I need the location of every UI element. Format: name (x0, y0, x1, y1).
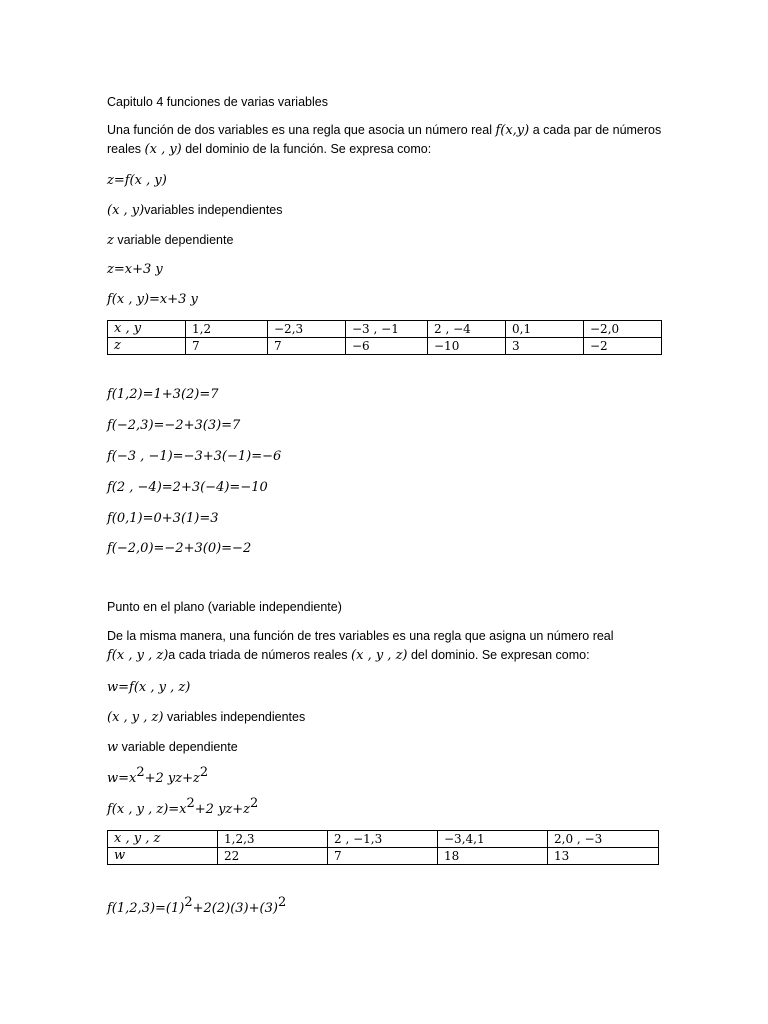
evaluation-4-math: f(2 , −4)=2+3(−4)=−10 (107, 480, 268, 495)
rule-f-3var-lhs: f(x , y , z)=x (107, 802, 187, 817)
dependent-variable-w-text: variable dependiente (118, 740, 238, 754)
section2-line-2-math-2: (x , y , z) (351, 648, 408, 663)
independent-variables-math: (x , y) (107, 203, 145, 218)
table-cell: −2,0 (584, 321, 662, 338)
table-cell: 2 , −1,3 (328, 831, 438, 848)
values-table-3var (107, 830, 659, 865)
table-cell: −2 (584, 338, 662, 355)
table-cell: x , y , z (108, 831, 218, 848)
table-cell: −2,3 (268, 321, 346, 338)
independent-variables-3-text: variables independientes (163, 710, 306, 724)
table-cell: 7 (328, 848, 438, 865)
evaluation-3var-exp-1: 2 (184, 895, 193, 910)
intro-line-1 (107, 121, 661, 140)
independent-variables-text: variables independientes (144, 203, 283, 217)
equation-w-f (107, 678, 190, 697)
table-row (108, 831, 659, 848)
chapter-heading: Capitulo 4 funciones de varias variables (107, 95, 328, 109)
section2-line-2 (107, 646, 590, 665)
intro-line-2-text: del dominio de la función. Se expresa como: (181, 142, 432, 156)
table-cell: −3,4,1 (438, 831, 548, 848)
dependent-variable-line (107, 231, 233, 250)
table-cell: z (108, 338, 186, 355)
evaluation-3 (107, 447, 281, 466)
evaluation-3var-part-2: +2(2)(3)+(3) (192, 901, 278, 916)
evaluation-6-math: f(−2,0)=−2+3(0)=−2 (107, 541, 252, 556)
equation-z-f (107, 171, 167, 190)
independent-variables-line (107, 201, 283, 220)
table-cell: 2,0 , −3 (548, 831, 659, 848)
evaluation-1 (107, 385, 219, 404)
evaluation-6 (107, 539, 251, 558)
intro-line-2 (107, 140, 431, 159)
evaluation-3var (107, 895, 287, 918)
table-cell: w (108, 848, 218, 865)
rule-w-exp-2: 2 (199, 765, 209, 780)
dependent-variable-w-math: w (107, 740, 119, 755)
rule-w (107, 765, 209, 788)
table-cell: 2 , −4 (428, 321, 506, 338)
evaluation-4 (107, 478, 268, 497)
rule-z-math: z=x+3 y (107, 262, 163, 277)
table-row (108, 848, 659, 865)
rule-f (107, 290, 198, 309)
equation-w-f-math: w=f(x , y , z) (107, 680, 191, 695)
intro-line-1-tail: a cada par de números (529, 123, 662, 137)
table-cell: −6 (346, 338, 428, 355)
table-cell: 7 (186, 338, 268, 355)
evaluation-3-math: f(−3 , −1)=−3+3(−1)=−6 (107, 449, 282, 464)
table-cell: x , y (108, 321, 186, 338)
table-cell: 1,2 (186, 321, 268, 338)
rule-f-3var-mid: +2 yz+z (194, 802, 251, 817)
rule-w-exp-1: 2 (136, 765, 145, 780)
values-table-2var (107, 320, 662, 355)
table-cell: 13 (548, 848, 659, 865)
intro-line-1-math: f(x,y) (495, 123, 530, 138)
section2-line-1: De la misma manera, una función de tres variables es una regla que asigna un número real (107, 629, 614, 643)
dependent-variable-text: variable dependiente (113, 233, 234, 247)
dependent-variable-math: z (107, 233, 114, 248)
table-cell: 3 (506, 338, 584, 355)
section2-line-2-text-2: del dominio. Se expresan como: (407, 648, 590, 662)
section2-line-2-math-1: f(x , y , z) (107, 648, 169, 663)
evaluation-1-math: f(1,2)=1+3(2)=7 (107, 387, 219, 402)
intro-line-1-text: Una función de dos variables es una regla que asocia un número real (107, 123, 496, 137)
rule-f-3var-exp-1: 2 (186, 796, 195, 811)
evaluation-2-math: f(−2,3)=−2+3(3)=7 (107, 418, 241, 433)
table-row (108, 321, 662, 338)
table-cell: 0,1 (506, 321, 584, 338)
section-title-punto: Punto en el plano (variable independiente) (107, 600, 342, 614)
table-cell: 7 (268, 338, 346, 355)
rule-z (107, 260, 163, 279)
table-cell: 1,2,3 (218, 831, 328, 848)
evaluation-5-math: f(0,1)=0+3(1)=3 (107, 511, 219, 526)
rule-f-3var-exp-2: 2 (250, 796, 259, 811)
equation-z-f-math: z=f(x , y) (107, 173, 167, 188)
rule-w-mid: +2 yz+z (144, 771, 200, 786)
intro-line-2-pre: reales (107, 142, 145, 156)
rule-f-math: f(x , y)=x+3 y (107, 292, 198, 307)
evaluation-5 (107, 509, 219, 528)
intro-line-2-math: (x , y) (144, 142, 182, 157)
independent-variables-3-math: (x , y , z) (107, 710, 164, 725)
dependent-variable-w-line (107, 738, 238, 757)
section2-line-2-text-1: a cada triada de números reales (168, 648, 352, 662)
rule-f-3var (107, 796, 259, 819)
table-row (108, 338, 662, 355)
evaluation-3var-exp-2: 2 (277, 895, 287, 910)
independent-variables-3-line (107, 708, 305, 727)
table-cell: −3 , −1 (346, 321, 428, 338)
evaluation-2 (107, 416, 240, 435)
table-cell: 18 (438, 848, 548, 865)
table-cell: 22 (218, 848, 328, 865)
table-cell: −10 (428, 338, 506, 355)
evaluation-3var-part-1: f(1,2,3)=(1) (107, 901, 185, 916)
rule-w-lhs: w=x (107, 771, 137, 786)
